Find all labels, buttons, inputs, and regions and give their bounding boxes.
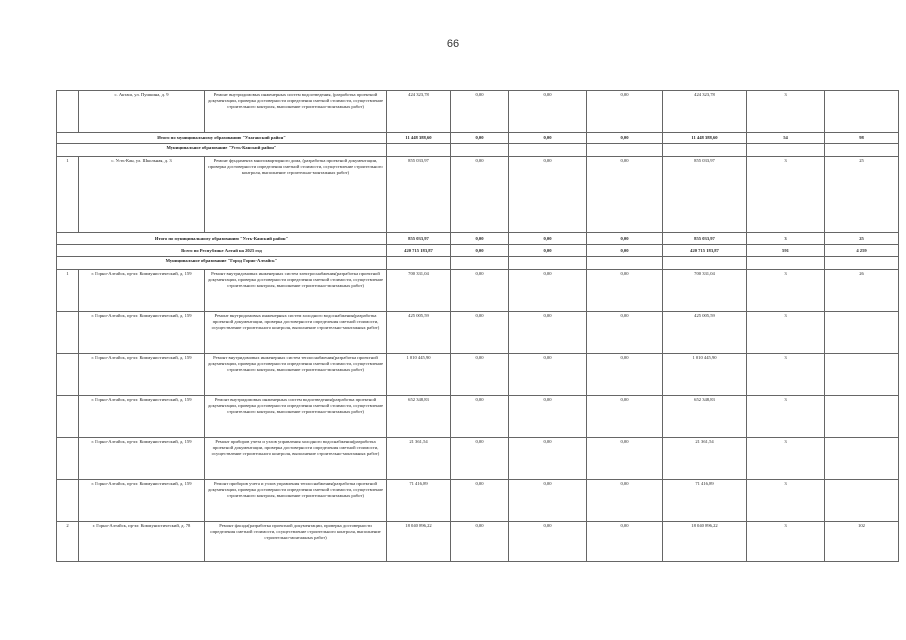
table-row	[57, 522, 899, 562]
total-amount: 855 033,97	[387, 233, 451, 245]
amount-cell: 0,00	[451, 354, 509, 396]
address-cell: г. Горно-Алтайск, пр-кт. Коммунистический, д. 159	[79, 438, 205, 480]
row-number	[57, 438, 79, 480]
amount-cell: 0,00	[451, 312, 509, 354]
count-cell: 3	[747, 270, 825, 312]
total-amount: 11 448 388,60	[387, 133, 451, 144]
amount-cell: 0,00	[509, 312, 587, 354]
count-cell: 3	[747, 522, 825, 562]
grand-total-row	[57, 245, 899, 257]
row-number	[57, 396, 79, 438]
count-cell	[825, 91, 899, 133]
table-row	[57, 438, 899, 480]
row-number: 2	[57, 522, 79, 562]
count-cell: 26	[825, 270, 899, 312]
count-cell: 3	[747, 312, 825, 354]
total-amount: 420 715 183,87	[387, 245, 451, 257]
total-count: 591	[747, 245, 825, 257]
amount-cell: 652 348,83	[663, 396, 747, 438]
amount-cell: 0,00	[587, 270, 663, 312]
total-count: 25	[825, 233, 899, 245]
work-cell: Ремонт фасада(разработка проектной документации, проверка достоверности определения сметной стоимости, осуществление строительного контроля, выполнение строительно-монтажных работ)	[205, 522, 387, 562]
total-amount: 0,00	[509, 133, 587, 144]
amount-cell: 0,00	[587, 438, 663, 480]
address-cell: г. Горно-Алтайск, пр-кт. Коммунистический, д. 159	[79, 270, 205, 312]
row-number: 1	[57, 157, 79, 233]
count-cell: 3	[747, 354, 825, 396]
amount-cell: 18 040 896,22	[387, 522, 451, 562]
total-amount: 0,00	[451, 245, 509, 257]
amount-cell: 652 348,83	[387, 396, 451, 438]
amount-cell: 0,00	[587, 522, 663, 562]
section-title: Муниципальное образование "Город Горно-Алтайск"	[57, 257, 387, 270]
total-amount: 420 715 183,87	[663, 245, 747, 257]
amount-cell: 0,00	[451, 522, 509, 562]
total-amount: 855 033,97	[663, 233, 747, 245]
count-cell	[825, 396, 899, 438]
total-amount: 0,00	[509, 245, 587, 257]
table-row	[57, 312, 899, 354]
total-count: 54	[747, 133, 825, 144]
section-row	[57, 144, 899, 157]
address-cell: г. Горно-Алтайск, пр-кт. Коммунистический, д. 159	[79, 354, 205, 396]
total-row	[57, 233, 899, 245]
total-amount: 0,00	[587, 245, 663, 257]
work-cell: Ремонт внутридомовых инженерных систем водоотведения(разработка проектной документации, проверка достоверности определения сметной стоимости, осуществление строительного контроля, выполнение строительно-монтажных работ)	[205, 396, 387, 438]
address-cell: с. Акташ, ул. Пушкина, д. 9	[79, 91, 205, 133]
address-cell: г. Горно-Алтайск, пр-кт. Коммунистический, д. 159	[79, 396, 205, 438]
work-cell: Ремонт приборов учета и узлов управления холодного водоснабжения(разработка проектной документации, проверка достоверности определения сметной стоимости, осуществление строительного контроля, выполнение строительно-монтажных работ)	[205, 438, 387, 480]
count-cell	[825, 312, 899, 354]
section-row	[57, 257, 899, 270]
table-row	[57, 396, 899, 438]
amount-cell: 71 416,89	[663, 480, 747, 522]
amount-cell: 0,00	[587, 157, 663, 233]
grand-total-label: Всего по Республике Алтай на 2025 год	[57, 245, 387, 257]
count-cell: 3	[747, 157, 825, 233]
count-cell: 3	[747, 438, 825, 480]
amount-cell: 0,00	[587, 91, 663, 133]
address-cell: с. Усть-Кан, ул. Школьная, д. 3	[79, 157, 205, 233]
address-cell: г. Горно-Алтайск, пр-кт. Коммунистический, д. 78	[79, 522, 205, 562]
amount-cell: 0,00	[509, 91, 587, 133]
amount-cell: 0,00	[509, 480, 587, 522]
row-number	[57, 354, 79, 396]
amount-cell: 700 331,04	[387, 270, 451, 312]
work-cell: Ремонт внутридомовых инженерных систем холодного водоснабжения(разработка проектной документации, проверка достоверности определения сметной стоимости, осуществление строительного контроля, выполнение строительно-монтажных работ)	[205, 312, 387, 354]
amount-cell: 424 323,78	[663, 91, 747, 133]
table-row	[57, 480, 899, 522]
total-amount: 0,00	[509, 233, 587, 245]
page-number: 66	[446, 38, 460, 50]
work-cell: Ремонт внутридомовых инженерных систем водоотведения, (разработка проектной документации, проверка достоверности определения сметной стоимости, осуществление строительного контроля, выполнение строительно-монтажных работ)	[205, 91, 387, 133]
table-row	[57, 354, 899, 396]
amount-cell: 0,00	[451, 91, 509, 133]
amount-cell: 0,00	[451, 157, 509, 233]
section-title: Муниципальное образование "Усть-Канский район"	[57, 144, 387, 157]
amount-cell: 0,00	[587, 480, 663, 522]
amount-cell: 0,00	[509, 270, 587, 312]
amount-cell: 425 005,59	[663, 312, 747, 354]
count-cell	[825, 480, 899, 522]
row-number	[57, 312, 79, 354]
row-number	[57, 91, 79, 133]
amount-cell: 0,00	[587, 354, 663, 396]
count-cell: 3	[747, 396, 825, 438]
amount-cell: 0,00	[509, 396, 587, 438]
amount-cell: 0,00	[451, 438, 509, 480]
amount-cell: 0,00	[509, 354, 587, 396]
address-cell: г. Горно-Алтайск, пр-кт. Коммунистический, д. 159	[79, 312, 205, 354]
amount-cell: 855 033,97	[387, 157, 451, 233]
row-number	[57, 480, 79, 522]
count-cell	[825, 438, 899, 480]
amount-cell: 0,00	[509, 157, 587, 233]
total-label: Итого по муниципальному образованию "Улаганский район"	[57, 133, 387, 144]
total-amount: 11 448 388,60	[663, 133, 747, 144]
work-cell: Ремонт внутридомовых инженерных систем электроснабжения(разработка проектной документации, проверка достоверности определения сметной стоимости, осуществление строительного контроля, выполнение строительно-монтажных работ)	[205, 270, 387, 312]
amount-cell: 0,00	[451, 396, 509, 438]
amount-cell: 0,00	[451, 480, 509, 522]
count-cell: 25	[825, 157, 899, 233]
count-cell: 3	[747, 480, 825, 522]
row-number: 1	[57, 270, 79, 312]
total-label: Итого по муниципальному образованию "Усть-Канский район"	[57, 233, 387, 245]
amount-cell: 1 010 445,90	[663, 354, 747, 396]
total-amount: 0,00	[451, 233, 509, 245]
amount-cell: 21 361,54	[663, 438, 747, 480]
amount-cell: 0,00	[587, 396, 663, 438]
table-row	[57, 270, 899, 312]
amount-cell: 18 040 896,22	[663, 522, 747, 562]
amount-cell: 0,00	[451, 270, 509, 312]
amount-cell: 425 005,59	[387, 312, 451, 354]
total-count: 3	[747, 233, 825, 245]
total-row	[57, 133, 899, 144]
amount-cell: 1 010 445,90	[387, 354, 451, 396]
address-cell: г. Горно-Алтайск, пр-кт. Коммунистический, д. 159	[79, 480, 205, 522]
total-amount: 0,00	[587, 133, 663, 144]
work-cell: Ремонт приборов учета и узлов управления теплоснабжения(разработка проектной документации, проверка достоверности определения сметной стоимости, осуществление строительного контроля, выполнение строительно-монтажных работ)	[205, 480, 387, 522]
amount-cell: 0,00	[587, 312, 663, 354]
amount-cell: 71 416,89	[387, 480, 451, 522]
total-count: 98	[825, 133, 899, 144]
amount-cell: 855 033,97	[663, 157, 747, 233]
capital-repair-table	[56, 90, 899, 562]
count-cell: 102	[825, 522, 899, 562]
amount-cell: 0,00	[509, 522, 587, 562]
count-cell	[825, 354, 899, 396]
amount-cell: 21 361,54	[387, 438, 451, 480]
amount-cell: 700 331,04	[663, 270, 747, 312]
total-amount: 0,00	[451, 133, 509, 144]
table-row	[57, 157, 899, 233]
count-cell: 3	[747, 91, 825, 133]
total-amount: 0,00	[587, 233, 663, 245]
amount-cell: 424 323,78	[387, 91, 451, 133]
amount-cell: 0,00	[509, 438, 587, 480]
work-cell: Ремонт внутридомовых инженерных систем теплоснабжения(разработка проектной документации, проверка достоверности определения сметной стоимости, осуществление строительного контроля, выполнение строительно-монтажных работ)	[205, 354, 387, 396]
total-count: 4 259	[825, 245, 899, 257]
work-cell: Ремонт фундамента многоквартирного дома, (разработка проектной документации, проверка достоверности определения сметной стоимости, осуществление строительного контроля, выполнение строительно-монтажных работ)	[205, 157, 387, 233]
table-row	[57, 91, 899, 133]
